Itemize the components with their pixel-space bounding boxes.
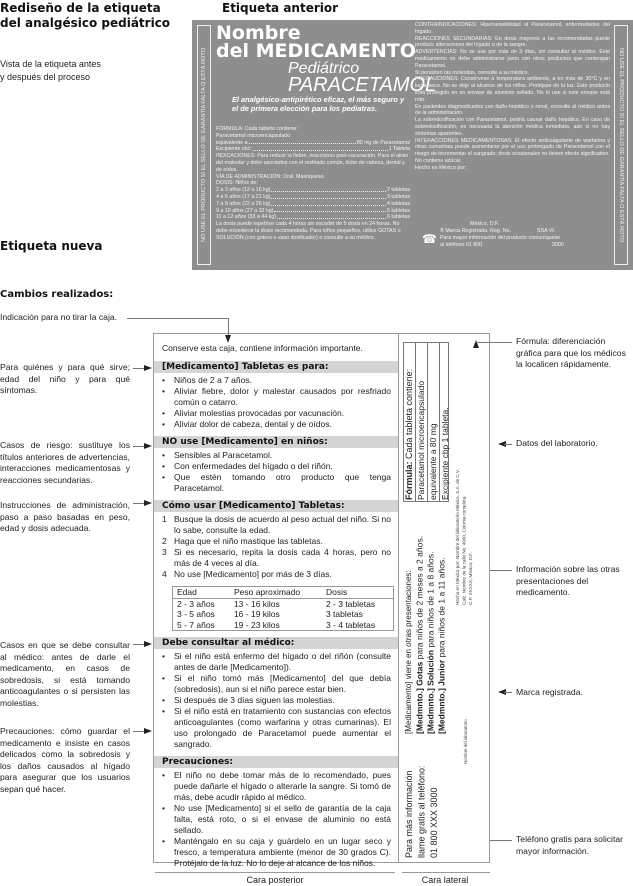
presentation-desc: para niños de 1 a 8 años. (425, 551, 436, 650)
item-text: No use [Medicamento] por más de 3 días. (174, 569, 332, 579)
presentations-intro: [Medicamento] viene en otras presentaciones: (404, 570, 413, 734)
page-title (0, 1, 170, 31)
list-item (162, 386, 391, 408)
table-cell: 3 - 5 años (177, 609, 215, 619)
list-item (162, 536, 391, 547)
old-tagline: El analgésico-antipirético eficaz, el más seguro y el de primera elección para los pediatras. (232, 95, 405, 113)
table-cell: 19 - 23 kilos (233, 619, 280, 630)
dose-qty: 4 tabletas (387, 200, 410, 207)
label: Excipiente cbc: (216, 146, 252, 153)
list-item (162, 408, 391, 419)
annotation-brand: Marca registrada. (516, 687, 583, 697)
table-cell: 3 tabletas (325, 609, 363, 619)
formula-bold: Fórmula: (404, 461, 414, 500)
bullet: • (162, 803, 165, 813)
presentation-item (426, 508, 437, 734)
bullet: • (162, 450, 165, 460)
formula-equiv (216, 140, 410, 147)
connector-line (476, 342, 490, 343)
seal-warning-right: NO USE EL PRODUCTO SI EL SELLO DE GARANTÍA FALTA O ESTÁ ROTO (614, 25, 628, 265)
item-text: Aliviar fiebre, dolor y malestar causados por resfriado común o catarro. (174, 386, 391, 407)
connector-line (490, 840, 512, 841)
bullet: • (162, 472, 165, 482)
section-header: Cómo usar [Medicamento] Tabletas: (154, 500, 399, 512)
old-paragraph: Si persisten las molestias, consulte a su médico. (415, 69, 529, 76)
lab-line: C.P. XXXXX, México, D.F. (468, 552, 473, 605)
column-header: Dosis (322, 587, 394, 599)
presentation-desc: para niños de 2 meses a 2 años. (414, 536, 425, 662)
table-cell: 3 - 4 tabletas (325, 619, 376, 630)
value: 1 Tableta (388, 146, 410, 153)
back-face-label: Cara posterior (246, 875, 304, 885)
item-text: Si después de 3 días siguen las molestias. (174, 695, 335, 705)
dotted-leader (271, 201, 386, 206)
dose-qty: 5 tabletas (387, 207, 410, 214)
formula-box (403, 342, 449, 502)
old-paragraph: No contiene azúcar. (415, 157, 462, 164)
list-item (162, 706, 391, 750)
dose-qty: 3 tabletas (387, 193, 410, 200)
bullet: • (162, 673, 165, 683)
formula-title: FÓRMULA: Cada tableta contiene: (216, 126, 298, 132)
section-header: NO use [Medicamento] en niños: (154, 436, 399, 448)
arrow-right-icon (144, 365, 152, 371)
section-header: Precauciones: (154, 756, 399, 768)
table-cell: 5 - 7 años (177, 619, 215, 630)
step-number: 1 (162, 514, 167, 524)
connector-line (504, 444, 512, 445)
item-text: Si es necesario, repita la dosis cada 4 horas, pero no más de 4 veces al día. (174, 547, 391, 568)
arrow-right-icon (144, 443, 152, 449)
brand-name: Nombre del laboratorio (463, 719, 468, 764)
annotation-lab-data: Datos del laboratorio. (516, 438, 598, 448)
side-face-bracket (402, 872, 490, 873)
item-text: Si el niño está enfermo del hígado o del riñón (consulte antes de darle [Medicamento]). (174, 651, 391, 672)
old-phone-line: al teléfono 01 800 (440, 242, 483, 248)
annotation-instructions: Instrucciones de administración, paso a paso basadas en peso, edad y dosis adecuada. (0, 500, 130, 534)
back-face-bracket (155, 872, 395, 873)
bullet: • (162, 375, 165, 385)
table-cell: 2 - 3 tabletas (325, 598, 376, 609)
step-number: 2 (162, 536, 167, 546)
list-item (162, 569, 391, 580)
item-text: No use [Medicamento] si el sello de garantía de la caja falta, está roto, o si el envase de aluminio no está sellado. (174, 803, 391, 835)
label-section (162, 756, 391, 869)
list-item (162, 450, 391, 461)
list-item (162, 695, 391, 706)
list-item (162, 651, 391, 673)
presentation-item (415, 508, 426, 734)
bullet: • (162, 706, 165, 716)
connector-line (490, 342, 512, 343)
item-text: Manténgalo en su caja y guárdelo en un lugar seco y fresco, a temperatura ambiente (menor de 30 grados C). Protéjalo de la luz. No lo deje al alcance de los niños. (174, 836, 391, 868)
dose-age: 2 a 3 años (12 a 16 kg) (216, 187, 271, 194)
presentation-name: [Medmnto.] Gotas (414, 661, 425, 734)
presentation-item (437, 508, 448, 734)
list-item (162, 472, 391, 494)
table-cell: 13 - 16 kilos (233, 598, 280, 609)
annotation-risk: Casos de riesgo: sustituye los títulos anteriores de advertencias, interacciones medicamentosas y reacciones secundarias. (0, 440, 130, 485)
title-line: Rediseño de la etiqueta (0, 1, 161, 15)
free-phone-info (403, 740, 443, 858)
step-number: 4 (162, 569, 167, 579)
dose-title: DOSIS: Niños de: (216, 180, 258, 187)
dose-age: 11 a 12 años (33 a 44 kg) (216, 214, 276, 221)
list-item (162, 836, 391, 869)
new-label-heading: Etiqueta nueva (0, 239, 103, 253)
old-dose-row (216, 187, 410, 194)
old-phone-end: 3000 (552, 242, 564, 248)
old-product-name (216, 24, 416, 60)
column-header: Peso aproximado (230, 587, 322, 599)
item-text: Aliviar dolor de cabeza, dental y de oídos. (174, 419, 332, 429)
table-row (173, 609, 394, 620)
old-label (192, 20, 633, 270)
formula-line: equivalente a 80 mg (428, 343, 440, 501)
indications: INDICACIONES: Para reducir la fiebre, reacciones post-vacunación. Para el alivio del malestar y dolor asociados con el resfriado común, dolor de cabeza, dental y de oídos. (216, 153, 409, 173)
annotation-precautions: Precauciones: cómo guardar el medicamento e insiste en casos delicados como la sobredosis y los daños causados al hígado para asegurar que los usuarios sepan qué hacer. (0, 726, 130, 794)
list-item (162, 375, 391, 386)
title-line: del analgésico pediátrico (0, 16, 171, 30)
bullet: • (162, 836, 165, 846)
connector-line (504, 692, 512, 693)
arrow-right-icon (144, 641, 152, 647)
phone-line: Para más información (404, 770, 414, 858)
label-section (162, 436, 391, 494)
presentation-name: [Medmnto.] Junior (436, 659, 447, 734)
list-item (162, 419, 391, 430)
lab-line: Calz. Nombre de la calle No. 4900, Colonia completa, (461, 495, 467, 605)
excipient (216, 146, 410, 153)
other-presentations (404, 508, 450, 734)
old-paragraph: REACCIONES SECUNDARIAS: En dosis mayores a las recomendadas puede producir alteraciones del hígado o de la sangre. (415, 35, 610, 49)
section-header: Debe consultar al médico: (154, 637, 399, 649)
bullet: • (162, 461, 165, 471)
connector-line (127, 318, 229, 319)
subtitle-line: Vista de la etiqueta antes (0, 59, 101, 69)
label-section (162, 500, 391, 631)
telephone-icon: ☎ (422, 232, 437, 246)
old-pediatric: Pediátrico (288, 60, 360, 77)
bullet: • (162, 651, 165, 661)
arrow-right-icon (144, 500, 152, 506)
annotation-consult: Casos en que se debe consultar al médico: antes de darle el medicamento, en casos de sobredosis, si está tomando anticoagulantes o si persisten las molestias. (0, 640, 130, 708)
dotted-leader (271, 187, 386, 192)
item-text: El niño no debe tomar más de lo recomendado, pues puede dañarle el hígado o alterarle la sangre. Si tomó de más, debe acudir rápido al médico. (174, 770, 391, 802)
old-city: México, D.F. (470, 221, 500, 227)
formula-title (404, 343, 416, 501)
item-text: Sensibles al Paracetamol. (174, 450, 273, 460)
keep-box-notice: Conserve esta caja, contiene información importante. (162, 343, 363, 353)
lab-line: Hecho en México por: Nombre del laboratorio México, S.A. de C.V. (455, 469, 460, 605)
new-label-back-face (153, 333, 399, 868)
old-paragraph: En pacientes diagnosticados con daño hepático o renal, consulte al médico antes de la administración. (415, 103, 610, 117)
old-left-column (216, 126, 410, 242)
table-row (173, 620, 394, 631)
list-item (162, 547, 391, 569)
formula-rest: Cada tableta contiene: (404, 368, 414, 462)
old-ssa: SSA VI. (537, 228, 556, 234)
bullet: • (162, 419, 165, 429)
column-header: Edad (173, 587, 230, 599)
old-active-ingredient: PARACETAMOL (288, 74, 437, 96)
old-label-heading: Etiqueta anterior (222, 1, 339, 15)
annotation-keep-box: Indicación para no tirar la caja. (0, 312, 118, 322)
section-header: [Medicamento] Tabletas es para: (154, 361, 399, 373)
list-item (162, 461, 391, 472)
table-cell: 16 - 19 kilos (233, 609, 280, 619)
subtitle-line: y después del proceso (0, 72, 91, 82)
list-item (162, 803, 391, 836)
step-number: 3 (162, 547, 167, 557)
table-header (173, 587, 394, 599)
value: 80 mg de Paracetamol (356, 139, 410, 146)
item-text: Busque la dosis de acuerdo al peso actual del niño. Si no lo sabe, consulte la edad. (174, 514, 391, 535)
item-text: Haga que el niño mastique las tabletas. (174, 536, 323, 546)
phone-number: 01 800 XXX 3000 (429, 787, 439, 858)
item-text: Si el niño tomó más [Medicamento] del que debía (sobredosis), aun si el niño parece estar bien. (174, 673, 391, 694)
old-paragraph: La sobredosificación con Paracetamol, podría causar daño hepático. En caso de sobredosificación, es necesaria la atención médica inmediata, aún si no hay síntomas aparentes. (415, 117, 610, 137)
annotation-purpose: Para quiénes y para qué sirve; edad del niño y para qué síntomas. (0, 362, 130, 396)
old-dose-row (216, 214, 410, 221)
presentation-desc: para niños de 1 a 11 años. (436, 557, 447, 660)
dose-age: 7 a 8 años (22 a 26 kg) (216, 200, 271, 207)
table-cell: 2 - 3 años (177, 598, 215, 609)
dose-qty: 2 tabletas (387, 187, 410, 194)
dose-note: La dosis puede repetirse cada 4 horas sin exceder de 5 dosis en 24 horas. No debe excederse la dosis recomendada. Para niños pequeños, utilice GOTAS o SOLUCIÓN (con gotero o vaso dosificador) o consulte a su médico. (216, 221, 401, 241)
old-paragraph: CONTRAINDICACIONES: Hipersensibilidad al Paracetamol, enfermedades del hígado. (415, 22, 610, 35)
item-text: Con enfermedades del hígado o del riñón. (174, 461, 333, 471)
dose-qty: 6 tabletas (387, 214, 410, 221)
annotation-phone: Teléfono gratis para solicitar mayor información. (516, 834, 623, 856)
annotation-presentations: Información sobre las otras presentaciones del medicamento. (516, 564, 620, 598)
name-line: Nombre (216, 22, 301, 44)
changes-heading: Cambios realizados: (0, 289, 114, 300)
phone-line: llame gratis al teléfono: (416, 765, 427, 858)
route: VÍA DE ADMINISTRACIÓN: Oral. Mastíquese. (216, 173, 325, 180)
old-paragraph: ADVERTENCIAS: No se use por más de 3 días, sin consultar al médico. Este medicamento no debe administrarse junto con otros productos que contengan Paracetamol. (415, 49, 610, 69)
formula-line: Paracetamol microencapsulado (216, 132, 291, 139)
connector-line (490, 570, 512, 571)
bullet: • (162, 408, 165, 418)
item-text: Niños de 2 a 7 años. (174, 375, 252, 385)
list-item (162, 770, 391, 803)
old-dose-row (216, 201, 410, 208)
arrow-down-icon (225, 335, 231, 343)
new-label-side-face (398, 333, 490, 863)
old-dose-row (216, 194, 410, 201)
old-phone-line: Para mayor información del producto comuníquese (440, 235, 561, 241)
old-paragraph: Hecho en México por: (415, 164, 467, 171)
presentation-name: [Medmnto.] Solución (425, 649, 436, 734)
item-text: Si el niño está en tratamiento con sustancias con efectos anticoagulantes (como warfarina y otras cumarinas). El uso prolongado de Paracetamol puede aumentar el sangrado. (174, 706, 391, 749)
dose-table (172, 586, 394, 631)
page-subtitle (0, 58, 101, 84)
list-item (162, 673, 391, 695)
arrow-right-icon (144, 728, 152, 734)
old-right-column (415, 22, 610, 172)
label: equivalente a (216, 139, 248, 146)
seal-warning-left: NO USE EL PRODUCTO SI EL SELLO DE GARANTÍA FALTA O ESTÁ ROTO (197, 25, 211, 265)
dotted-leader (271, 194, 386, 199)
connector-line (228, 318, 229, 336)
old-dose-row (216, 208, 410, 215)
table-row (173, 598, 394, 609)
name-line: del MEDICAMENTO (216, 40, 416, 62)
label-section (162, 637, 391, 750)
dotted-leader (277, 214, 386, 219)
dose-age: 9 a 10 años (27 a 32 kg) (216, 207, 274, 214)
dose-age: 4 a 6 años (17 a 21 kg) (216, 193, 271, 200)
bullet: • (162, 695, 165, 705)
lab-data (455, 345, 475, 605)
annotation-formula: Fórmula: diferenciación gráfica para que los médicos la localicen rápidamente. (516, 336, 626, 370)
bullet: • (162, 386, 165, 396)
list-item (162, 514, 391, 536)
formula-line: Paracetamol microencapsulado (416, 343, 428, 501)
item-text: Aliviar molestias provocadas por vacunación. (174, 408, 345, 418)
old-paragraph: PRECAUCIONES: Consérvese a temperatura ambiente, a no más de 30°C y en lugar seco. No se deje al alcance de los niños. Protéjase de la luz. Este producto está protegido en un envase de aluminio sellado. No lo use si este envase está roto. (415, 76, 610, 103)
bullet: • (162, 770, 165, 780)
dotted-leader (274, 208, 386, 213)
formula-line: Excipiente cbp 1 tableta. (440, 407, 450, 500)
old-registration: ® Marca Registrada. Reg. No. (440, 228, 512, 234)
side-face-label: Cara lateral (421, 875, 469, 885)
item-text: Que estén tomando otro producto que tenga Paracetamol. (174, 472, 391, 493)
old-paragraph: INTERACCIONES MEDICAMENTOSAS: El efecto anticoagulante de warfarina y otras cumarinas puede aumentarse por el uso prolongado de Paracetamol con el riesgo de incrementar el sangrado; dosis ocasionales no tienen efecto significativo. (415, 137, 610, 158)
label-section (162, 361, 391, 430)
